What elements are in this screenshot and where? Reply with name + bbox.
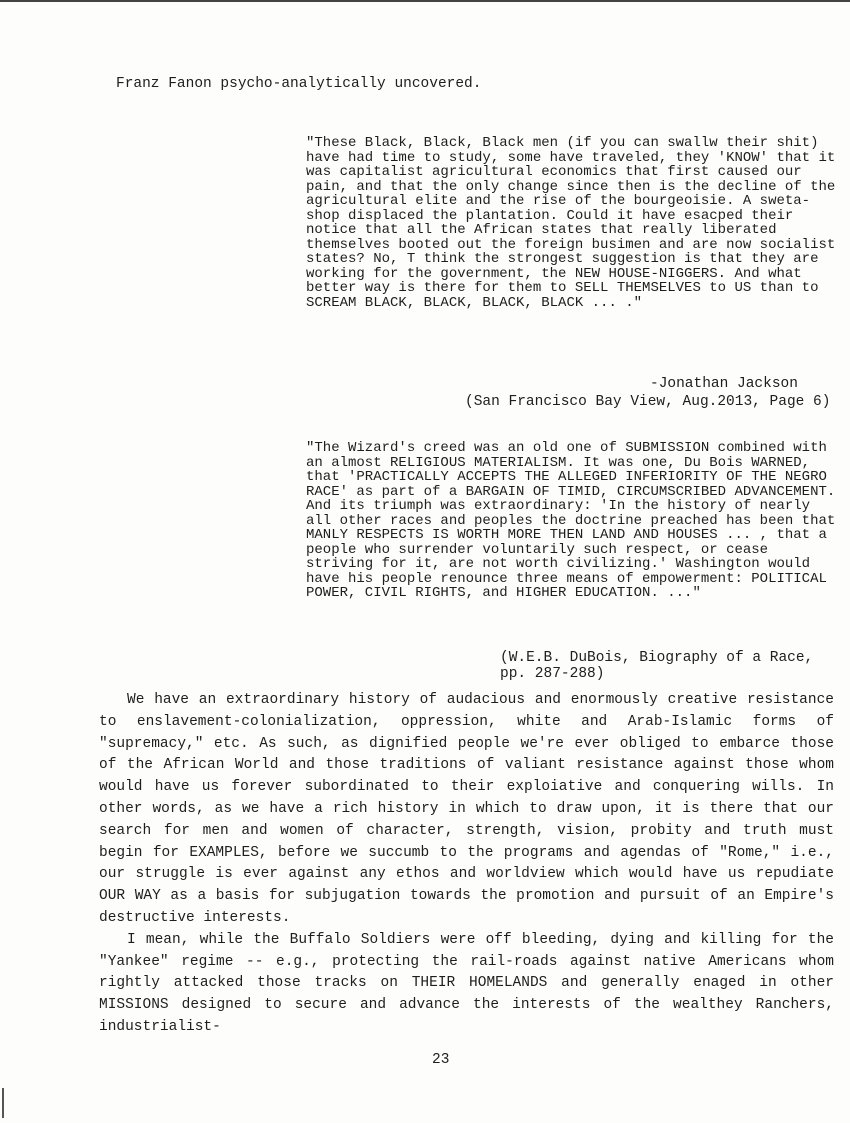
- top-edge-rule: [0, 0, 850, 2]
- quote-text: "The Wizard's creed was an old one of SUBMISSION combined with an almost RELIGIOUS MATERIALISM. It was one, Du Bois WARNED, that 'PRACTICALLY ACCEPTS THE ALLEGED INFERIORITY OF THE NEGRO RACE' as part of a BARGAIN OF TIMID, CIRCUMSCRIBED ADVANCEMENT. And its triumph was extraordinary: 'In the history of nearly all other races and peoples the doctrine preached has been that MANLY RESPECTS IS WORTH MORE THEN LAND AND HOUSES ... , that a people who surrender voluntarily such respect, or cease striving for it, are not worth civilizing.' Washington would have his people renounce three means of empowerment: POLITICAL POWER, CIVIL RIGHTS, and HIGHER EDUCATION. ...": [306, 440, 836, 601]
- quote-text: "These Black, Black, Black men (if you can swallw their shit) have had time to study, some have traveled, they 'KNOW' that it was capitalist agricultural economics that first caused our pain, and that the only change since then is the decline of the agricultural elite and the rise of the bourgeoisie. A sweta-shop displaced the plantation. Could it have esacped their notice that all the African states that really liberated themselves booted out the foreign busimen and are now socialist states? No, T think the strongest suggestion is that they are working for the government, the NEW HOUSE-NIGGERS. And what better way is there for them to SELL THEMSELVES to US than to SCREAM BLACK, BLACK, BLACK, BLACK ... .": [306, 135, 836, 311]
- quote-source: (W.E.B. DuBois, Biography of a Race, pp. 287-288): [500, 650, 814, 682]
- quote-source: (San Francisco Bay View, Aug.2013, Page 6): [465, 394, 831, 410]
- quote-author: -Jonathan Jackson: [650, 376, 798, 392]
- quote-source-dubois: [500, 650, 845, 682]
- page-number: 23: [432, 1052, 450, 1068]
- block-quote-dubois: [306, 441, 836, 601]
- block-quote-jackson: [306, 136, 836, 310]
- body-paragraph: We have an extraordinary history of audacious and enormously creative resistance to enslavement-colonialization, oppression, white and Arab-Islamic forms of "supremacy," etc. As such, as dignified people we're ever obliged to embarce those of the African World and those traditions of valiant resistance against those whom would have us forever subordinated to their exploiative and conquering wills. In other words, as we have a rich history in which to draw upon, it is there that our search for men and women of character, strength, vision, probity and truth must begin for EXAMPLES, before we succumb to the programs and agendas of "Rome," i.e., our struggle is ever against any ethos and worldview which would have us repudiate OUR WAY as a basis for subjugation towards the promotion and pursuit of an Empire's destructive interests.: [99, 692, 834, 926]
- scan-edge-mark: [2, 1088, 4, 1118]
- body-paragraph: I mean, while the Buffalo Soldiers were off bleeding, dying and killing for the "Yankee" regime -- e.g., protecting the rail-roads against native Americans whom rightly attacked those tracks on THEIR HOMELANDS and generally enaged in other MISSIONS designed to secure and advance the interests of the wealthey Ranchers, industrialist-: [99, 931, 834, 1035]
- body-text: [99, 690, 834, 1039]
- intro-line: Franz Fanon psycho-analytically uncovered.: [116, 76, 482, 92]
